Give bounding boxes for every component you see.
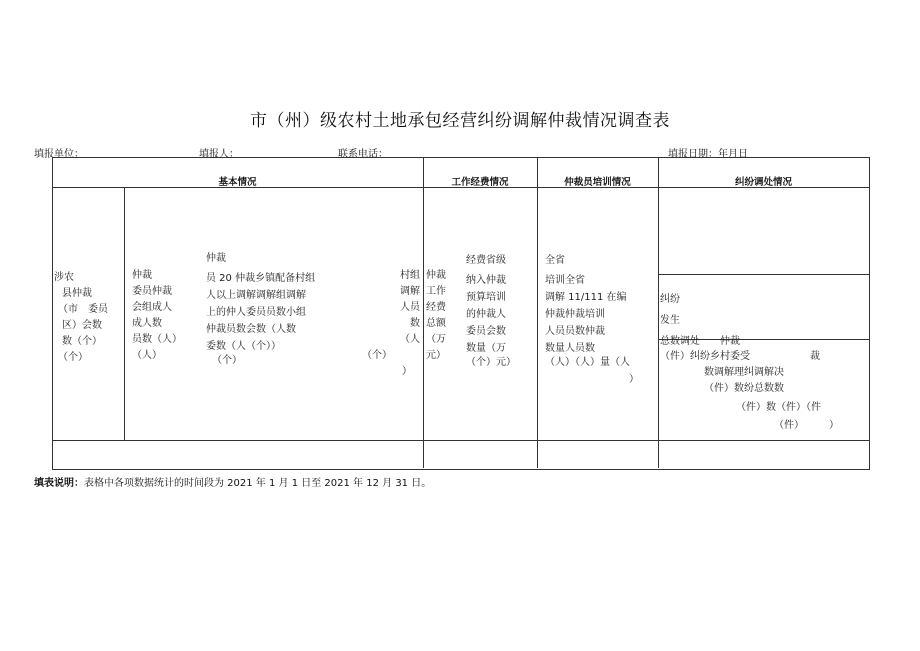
table-col-divider-basic [423,157,424,468]
header-funds: 工作经费情况 [451,177,509,188]
text-line: 员 20 仲裁乡镇配备村组 [206,273,316,284]
fill-unit-label: 填报单位： [34,149,84,160]
text-line: （个） [58,352,88,363]
text-line: （人） [132,350,162,361]
text-line: （件）数纷总数数 [704,383,784,394]
table-col-divider-funds [537,157,538,468]
text-line: （市 委员 [58,304,108,315]
text-line: 数 [410,318,420,329]
text-line: （人）（人）量（人 [545,357,630,368]
text-line: 委员仲裁 [132,286,172,297]
text-line: 仲裁 [426,270,446,281]
basic-col3 [206,250,315,369]
table-col-divider-basic-1 [124,187,125,440]
disputes-fragment-2: 发生 [660,315,680,326]
text-line: 经费 [426,302,446,313]
fill-note-text: 表格中各项数据统计的时间段为 2021 年 1 月 1 日至 2021 年 12 月 31 日。 [84,478,432,489]
header-disputes: 纠纷调处情况 [734,177,792,188]
fill-note [34,474,431,489]
text-line: 数量（万 [466,343,506,354]
text-line: 调解 [400,286,420,297]
basic-col4 [362,270,420,361]
text-line: 数量人员数 [545,343,595,354]
disputes-fragment-1: 纠纷 [660,294,680,305]
text-line: 人以上调解调解组调解 [206,290,306,301]
text-line: 仲裁员数会数（人数 [206,324,296,335]
text-line: 仲裁 [132,270,152,281]
text-line: 人员员数仲裁 [545,326,605,337]
text-line: （件） ） [774,420,839,431]
text-line: 工作 [426,286,446,297]
basic-col1 [54,270,108,363]
text-line: 预算培训 [466,292,506,303]
contact-phone-label: 联系电话： [338,149,388,160]
text-line: 经费省级 [466,255,506,266]
text-line: 培训全省 [545,275,585,286]
header-basic: 基本情况 [218,177,257,188]
text-line: 成人数 [132,318,162,329]
text-line: 涉农 [54,272,74,283]
text-line: ） [629,374,639,385]
fill-person-label: 填报人： [199,149,239,160]
text-line: 县仲裁 [62,288,92,299]
text-line: （个） [362,350,392,361]
table-rule-disputes-1 [658,274,869,275]
basic-col2 [132,270,182,361]
funds-col1 [426,270,446,364]
text-line: 纳入仲裁 [466,275,506,286]
text-line: （万 [426,334,446,345]
text-line: （个）元） [466,357,516,368]
text-line: （件）数（件）（件 [736,402,821,413]
text-line: 会组成人 [132,302,172,313]
header-training: 仲裁员培训情况 [564,177,631,188]
fill-date-label: 填报日期：年月日 [668,149,748,160]
text-line: 调解 11/111 在编 [545,292,627,303]
text-line: 总额 [426,318,446,329]
text-line: 员数（人） [132,334,182,345]
table-rule-bottom [52,440,869,441]
text-line: （件）纠纷乡村委受 裁 [660,351,820,362]
text-line: 区）会数 [62,320,102,331]
text-line: 的仲裁人 [466,309,506,320]
fill-note-label: 填表说明： [34,478,84,489]
basic-col4-close: ） [402,366,412,377]
training-col [545,252,639,385]
disputes-fragment-3: 总数调处 仲裁 [660,336,740,347]
text-line: （个） [212,355,242,366]
text-line: 仲裁仲裁培训 [545,309,605,320]
text-line: 仲裁 [206,253,226,264]
disputes-col [660,347,839,435]
text-line: 人员 [400,302,420,313]
table-col-divider-training [658,157,659,468]
text-line: 委员会数 [466,326,506,337]
text-line: 委数（人（个）） [206,341,281,352]
text-line: 数（个） [62,336,102,347]
text-line: 元） [426,350,446,361]
funds-col2 [466,252,516,371]
text-line: 全省 [545,255,565,266]
text-line: 上的仲人委员员数小组 [206,307,306,318]
text-line: 村组 [400,270,420,281]
text-line: （人 [400,334,420,345]
document-title: 市（州）级农村土地承包经营纠纷调解仲裁情况调查表 [250,111,670,131]
text-line: 数调解理纠调解决 [704,367,784,378]
